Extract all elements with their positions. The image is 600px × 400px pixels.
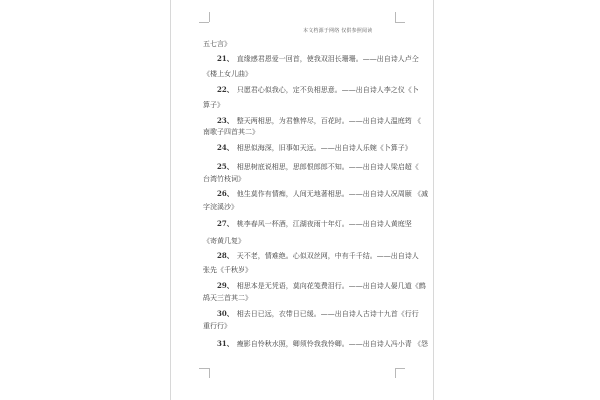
- crop-mark: [395, 12, 396, 22]
- page-header: 本文档源于网络 仅供参照阅读: [303, 28, 373, 34]
- item-number: 29、: [217, 281, 234, 290]
- item-number: 28、: [217, 251, 234, 260]
- text-line: 算子》: [203, 101, 224, 109]
- text-line: 《寄黄几复》: [203, 237, 245, 245]
- list-item: 22、 只愿君心似我心，定不负相思意。——出自诗人李之仪《卜: [217, 85, 419, 94]
- crop-mark: [395, 22, 405, 23]
- list-item: 28、 天不老，情难绝。心似双丝网，中有千千结。——出自诗人: [217, 251, 419, 260]
- list-item: 23、 整天两相思，为君憔悴尽，百花时。——出自诗人温庭筠 《: [217, 116, 421, 125]
- list-item: 21、 直缘感君恩爱一回首，使我双泪长珊珊。——出自诗人卢仝: [217, 54, 419, 63]
- text-line: 南歌子四首其二》: [203, 128, 259, 136]
- item-number: 27、: [217, 219, 234, 228]
- crop-mark: [395, 368, 396, 378]
- list-item: 30、 相去日已远，衣带日已缓。——出自诗人古诗十九首《行行: [217, 309, 419, 318]
- list-item: 27、 桃李春风一杯酒，江湖夜雨十年灯。——出自诗人黄庭坚: [217, 219, 412, 228]
- text-line: 《楼上女儿曲》: [203, 70, 252, 78]
- text-line: 台湾竹枝词》: [203, 175, 245, 183]
- crop-mark: [199, 22, 209, 23]
- document-page: [170, 0, 434, 400]
- item-number: 22、: [217, 85, 234, 94]
- item-number: 26、: [217, 189, 234, 198]
- text-line: 重行行》: [203, 322, 231, 330]
- list-item: 25、 相思树底说相思，思郎恨郎郎不知。——出自诗人梁启超《: [217, 162, 419, 171]
- text-line: 字浣溪沙》: [203, 203, 238, 211]
- text-line: 五七言》: [203, 40, 231, 48]
- text-line: 张先《千秋岁》: [203, 266, 252, 274]
- crop-mark: [395, 368, 405, 369]
- crop-mark: [199, 368, 209, 369]
- list-item: 29、 相思本是无凭语，莫向花笺费泪行。——出自诗人晏几道《鹧: [217, 281, 426, 290]
- item-number: 23、: [217, 116, 234, 125]
- item-number: 31、: [217, 339, 234, 348]
- list-item: 31、 瘦影自怜秋水照，卿须怜我我怜卿。——出自诗人冯小青 《怨: [217, 339, 428, 348]
- crop-mark: [209, 12, 210, 22]
- list-item: 26、 他生莫作有情痴，人间无地著相思。——出自诗人况周颐 《减: [217, 189, 428, 198]
- crop-mark: [209, 368, 210, 378]
- item-number: 25、: [217, 162, 234, 171]
- text-line: 鸪天三首其二》: [203, 294, 252, 302]
- item-number: 21、: [217, 54, 234, 63]
- item-number: 24、: [217, 143, 234, 152]
- item-number: 30、: [217, 309, 234, 318]
- list-item: 24、 相思似海深，旧事如天远。——出自诗人乐婉《卜算子》: [217, 143, 412, 152]
